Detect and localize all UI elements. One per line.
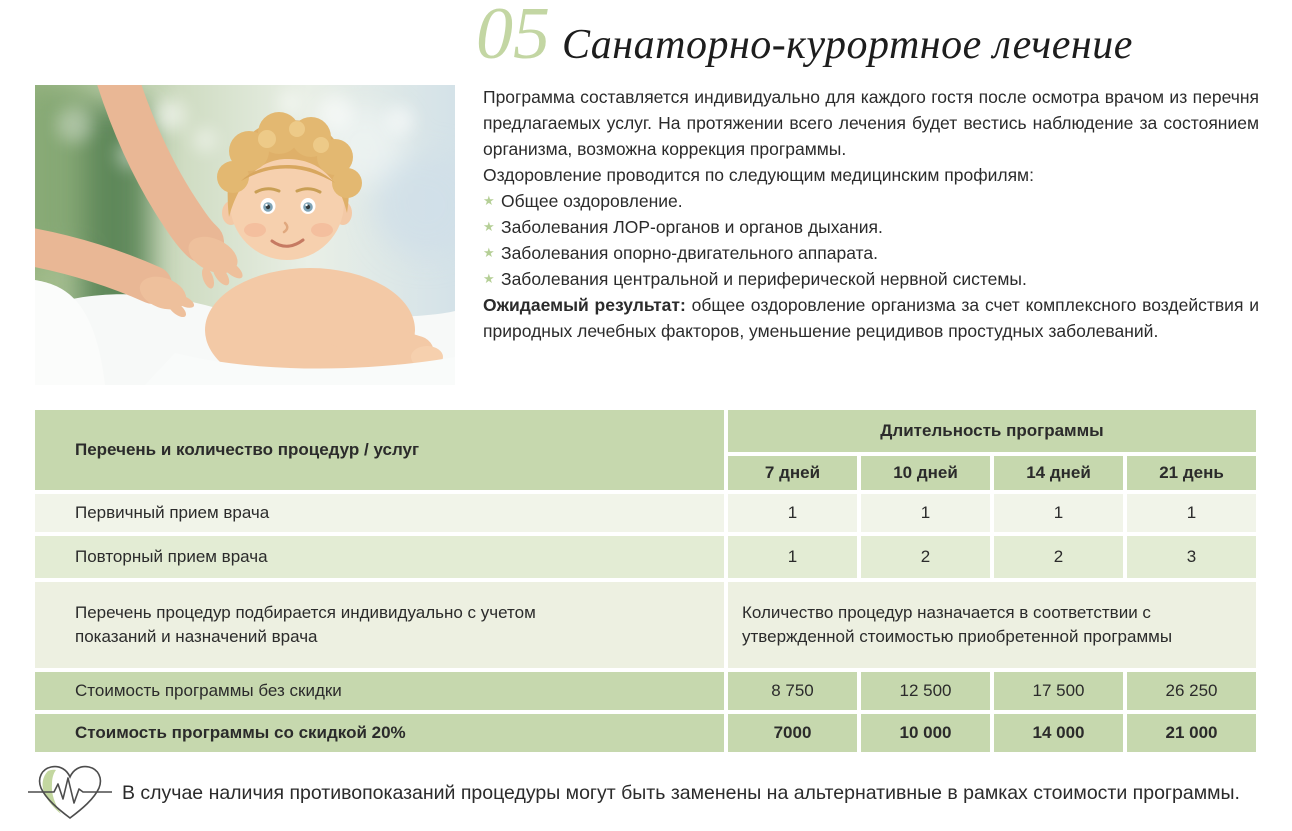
table-header-services: Перечень и количество процедур / услуг <box>35 410 724 490</box>
table-row-label: Повторный прием врача <box>35 536 724 578</box>
profile-item-label: Заболевания ЛОР-органов и органов дыхания. <box>501 217 883 237</box>
intro-paragraph: Программа составляется индивидуально для каждого гостя после осмотра врачом из перечня предлагаемых услуг. На протяжении всего лечения будет вестись наблюдение за состоянием организма, возможна коррекция программы. <box>483 87 1259 159</box>
expected-result-label: Ожидаемый результат: <box>483 295 686 315</box>
table-cell: 10 000 <box>861 714 990 752</box>
table-cell: 1 <box>861 494 990 532</box>
heart-pulse-icon <box>28 762 112 824</box>
footer-note <box>28 762 1240 824</box>
profile-item-label: Общее оздоровление. <box>501 191 683 211</box>
duration-col-21-days: 21 день <box>1127 456 1256 490</box>
table-cell: 1 <box>728 494 857 532</box>
table-row-label: Стоимость программы со скидкой 20% <box>35 714 724 752</box>
table-note-label: Перечень процедур подбирается индивидуально с учетом показаний и назначений врача <box>35 582 724 668</box>
star-icon: ★ <box>483 245 495 260</box>
list-item <box>483 240 1259 266</box>
table-row-label: Первичный прием врача <box>35 494 724 532</box>
star-icon: ★ <box>483 271 495 286</box>
list-item <box>483 266 1259 292</box>
duration-col-7-days: 7 дней <box>728 456 857 490</box>
table-cell: 8 750 <box>728 672 857 710</box>
expected-result-paragraph <box>483 292 1259 344</box>
table-cell: 2 <box>994 536 1123 578</box>
table-cell: 1 <box>994 494 1123 532</box>
duration-col-10-days: 10 дней <box>861 456 990 490</box>
table-row-label: Стоимость программы без скидки <box>35 672 724 710</box>
section-number: 05 <box>476 0 550 75</box>
pricing-table <box>35 410 1256 752</box>
table-cell: 7000 <box>728 714 857 752</box>
page-title: Санаторно-курортное лечение <box>562 22 1133 68</box>
table-note-value: Количество процедур назначается в соответствии с утвержденной стоимостью приобретенной программы <box>728 582 1256 668</box>
table-cell: 14 000 <box>994 714 1123 752</box>
star-icon: ★ <box>483 219 495 234</box>
page-header <box>476 0 1133 75</box>
table-cell: 2 <box>861 536 990 578</box>
expected-result-text: общее оздоровление организма за счет комплексного воздействия и природных лечебных факторов, уменьшение рецидивов простудных заболеваний. <box>483 295 1259 341</box>
photo-child-massage <box>35 85 455 385</box>
table-cell: 1 <box>1127 494 1256 532</box>
table-cell: 3 <box>1127 536 1256 578</box>
profiles-heading: Оздоровление проводится по следующим медицинским профилям: <box>483 165 1034 185</box>
table-header-duration: Длительность программы <box>728 410 1256 452</box>
photo-illustration <box>35 85 455 385</box>
table-cell: 1 <box>728 536 857 578</box>
profile-item-label: Заболевания центральной и периферической нервной системы. <box>501 269 1027 289</box>
list-item <box>483 188 1259 214</box>
table-cell: 26 250 <box>1127 672 1256 710</box>
intro-copy <box>483 84 1259 344</box>
profile-item-label: Заболевания опорно-двигательного аппарата. <box>501 243 878 263</box>
duration-col-14-days: 14 дней <box>994 456 1123 490</box>
table-cell: 21 000 <box>1127 714 1256 752</box>
footer-note-text: В случае наличия противопоказаний процедуры могут быть заменены на альтернативные в рамках стоимости программы. <box>122 781 1240 804</box>
list-item <box>483 214 1259 240</box>
table-cell: 17 500 <box>994 672 1123 710</box>
star-icon: ★ <box>483 193 495 208</box>
table-cell: 12 500 <box>861 672 990 710</box>
